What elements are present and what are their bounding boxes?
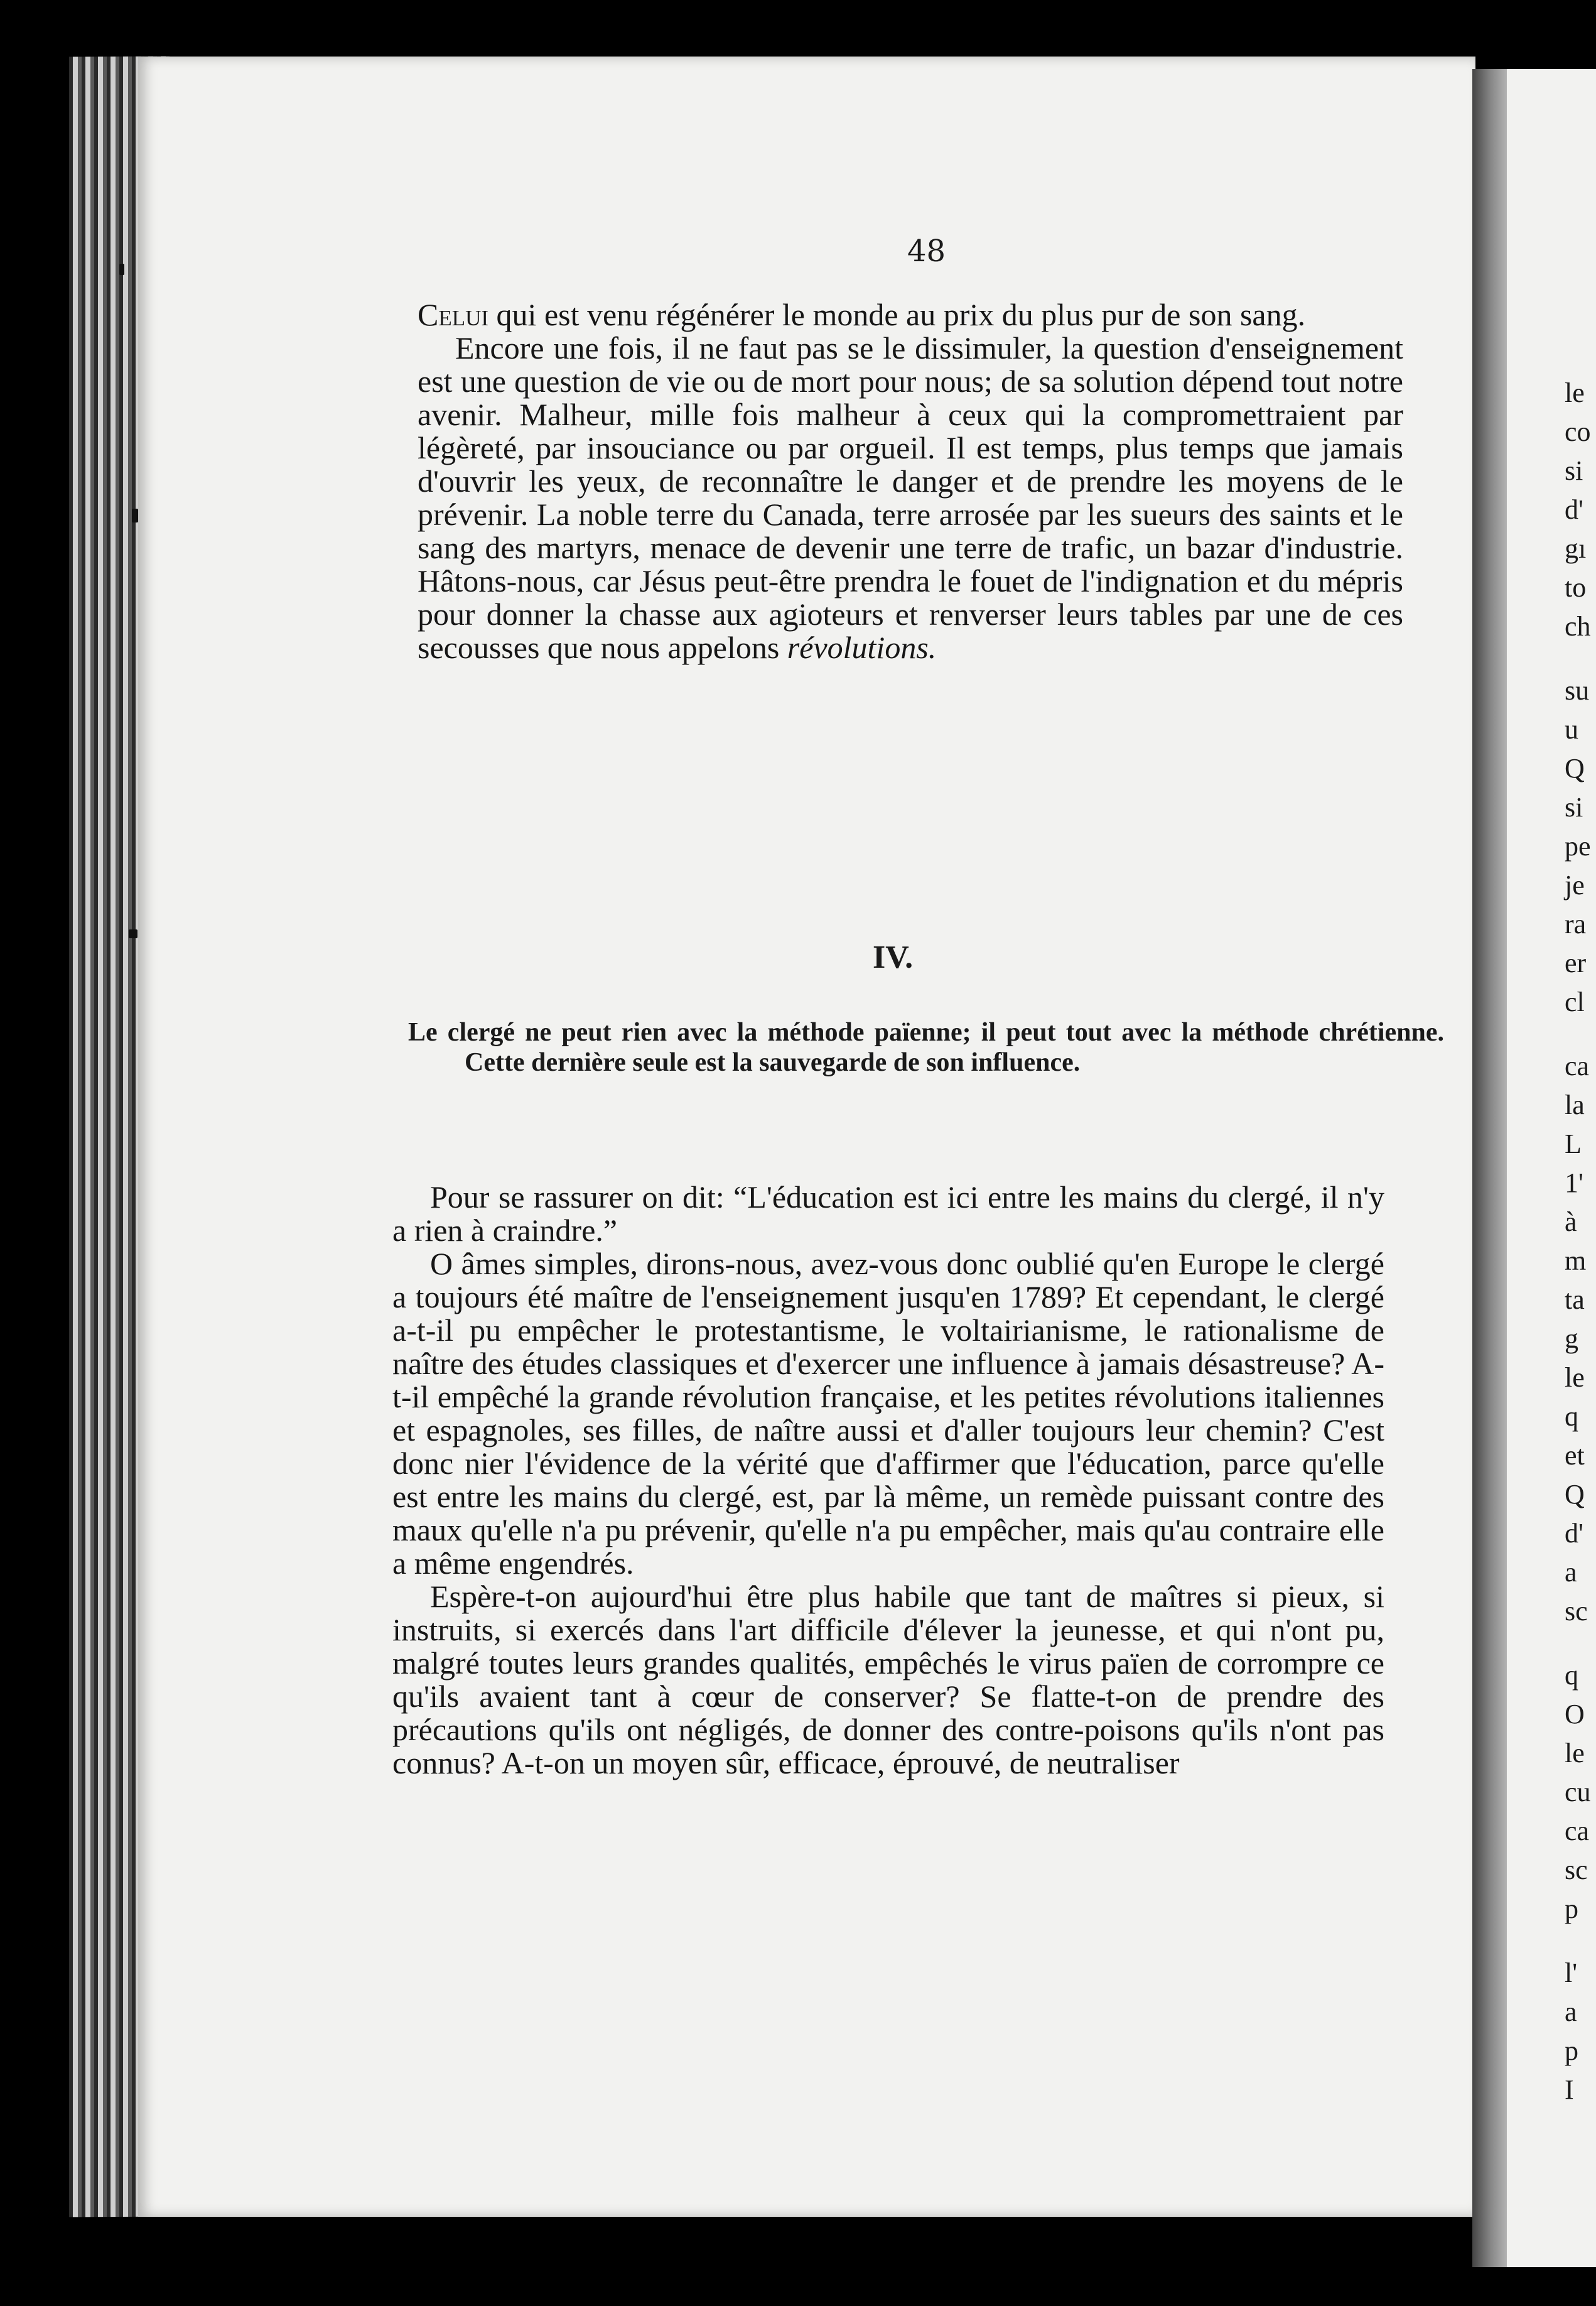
facing-page-fragment: a: [1565, 1996, 1577, 2027]
text-block-bottom: [392, 1181, 1384, 1780]
paragraph-2-text: Encore une fois, il ne faut pas se le dissimuler, la question d'enseignement est une question de vie ou de mort pour nous; de sa solution dépend tout notre avenir. Malheur, mille fois malheur à ceux qui la compromettraient par légèreté, par insouciance ou par orgueil. Il est temps, plus temps que jamais d'ouvrir les yeux, de reconnaître le danger et de prendre les moyens de le prévenir. La noble terre du Canada, terre arrosée par les sueurs des saints et le sang des martyrs, menace de devenir une terre de trafic, un bazar d'industrie. Hâtons-nous, car Jésus peut-être prendra le fouet de l'indignation et du mépris pour donner la chasse aux agioteurs et renverser leurs tables par une de ces secousses que nous appelons: [418, 330, 1403, 665]
facing-page-fragment: er: [1565, 948, 1587, 978]
scan-speck: [132, 509, 138, 522]
facing-page-fragment: ra: [1565, 909, 1587, 939]
facing-page-fragment: Q: [1565, 1479, 1585, 1510]
paragraph-3: Pour se rassurer on dit: “L'éducation est ici entre les mains du clergé, il n'y a rien à craindre.”: [392, 1179, 1384, 1248]
facing-page-fragment: I: [1565, 2074, 1574, 2105]
facing-page-fragment: p: [1565, 1893, 1578, 1924]
scan-speck: [119, 264, 124, 275]
facing-page-fragment: 1': [1565, 1167, 1583, 1198]
paragraph-5: Espère-t-on aujourd'hui être plus habile que tant de maîtres si pieux, si instruits, si exercés dans l'art difficile d'élever la jeunesse, et qui n'ont pu, malgré toutes leurs grandes qualités, empêchés le virus païen de corrompre ce qu'ils avaient tant à cœur de conserver? Se flatte-t-on de prendre des précautions qu'ils ont négligés, de donner des contre-poisons qu'ils n'ont pas connus? A-t-on un moyen sûr, efficace, éprouvé, de neutraliser: [392, 1579, 1384, 1780]
paragraph-1: [418, 298, 1403, 332]
facing-page-fragment: su: [1565, 675, 1590, 706]
facing-page-fragment: le: [1565, 1362, 1585, 1393]
facing-page-fragment: gı: [1565, 533, 1587, 564]
page-number: 48: [907, 234, 946, 269]
facing-page-fragment: sc: [1565, 1596, 1588, 1627]
facing-page-fragment: g: [1565, 1323, 1578, 1354]
facing-page-fragment: L: [1565, 1129, 1582, 1159]
facing-page-fragment: ca: [1565, 1816, 1590, 1846]
facing-page-fragment: le: [1565, 377, 1585, 408]
facing-page-fragment: le: [1565, 1738, 1585, 1768]
facing-page-fragment: ta: [1565, 1284, 1585, 1315]
facing-page-fragment: si: [1565, 455, 1583, 486]
facing-page-fragment: p: [1565, 2035, 1578, 2066]
text-block-top: [418, 298, 1403, 664]
facing-page-fragment: sc: [1565, 1854, 1588, 1885]
paragraph-4: O âmes simples, dirons-nous, avez-vous donc oublié qu'en Europe le clergé a toujours été maître de l'enseignement jusqu'en 1789? Et cependant, le clergé a-t-il pu empêcher le protestantisme, le voltairianisme, le rationalisme de naître des études classiques et d'exercer une influence à jamais désastreuse? A-t-il empêché la grande révolution française, et les petites révolutions italiennes et espagnoles, ses filles, de naître aussi et d'aller toujours leur chemin? C'est donc nier l'évidence de la vérité que d'affirmer que l'éducation, parce qu'elle est entre les mains du clergé, est, par là même, un remède puissant contre des maux qu'elle n'a pu prévenir, qu'elle n'a pu empêcher, mais qu'au contraire elle a même engendrés.: [392, 1246, 1384, 1581]
section-heading: IV.: [873, 939, 914, 975]
facing-page-fragment: je: [1565, 870, 1585, 901]
facing-page-fragment: la: [1565, 1090, 1585, 1120]
section-summary: Le clergé ne peut rien avec la méthode païenne; il peut tout avec la méthode chrétienne. Cette dernière seule est la sauvegarde de son influence.: [408, 1018, 1444, 1077]
book-gutter: [1472, 69, 1510, 2267]
facing-page-fragment: to: [1565, 572, 1587, 603]
facing-page-fragment: l': [1565, 1957, 1578, 1988]
facing-page-fragment: m: [1565, 1245, 1587, 1276]
paragraph-1-lead: Celui: [418, 297, 489, 332]
scan-speck: [129, 929, 137, 938]
facing-page-fragment: à: [1565, 1206, 1577, 1237]
facing-page-fragment: q: [1565, 1401, 1578, 1432]
facing-page-fragment: Q: [1565, 753, 1585, 784]
facing-page-fragment: cl: [1565, 987, 1585, 1017]
paragraph-2-italic: révolutions.: [787, 630, 937, 665]
facing-page-fragment: pe: [1565, 831, 1591, 862]
facing-page-fragment: a: [1565, 1557, 1577, 1588]
facing-page-fragment: co: [1565, 416, 1591, 447]
facing-page-fragment: ca: [1565, 1051, 1590, 1081]
facing-page-fragment: d': [1565, 494, 1583, 525]
paragraph-2: [418, 332, 1403, 664]
facing-page-fragment: si: [1565, 792, 1583, 823]
facing-page-fragment: et: [1565, 1440, 1585, 1471]
facing-page-fragment: ch: [1565, 611, 1591, 642]
facing-page-fragment: O: [1565, 1699, 1585, 1730]
paragraph-1-text: qui est venu régénérer le monde au prix du plus pur de son sang.: [488, 297, 1306, 332]
facing-page-fragment: d': [1565, 1518, 1583, 1549]
facing-page-fragment: u: [1565, 714, 1578, 745]
facing-page-fragment: cu: [1565, 1777, 1591, 1807]
facing-page-fragment: q: [1565, 1660, 1578, 1691]
